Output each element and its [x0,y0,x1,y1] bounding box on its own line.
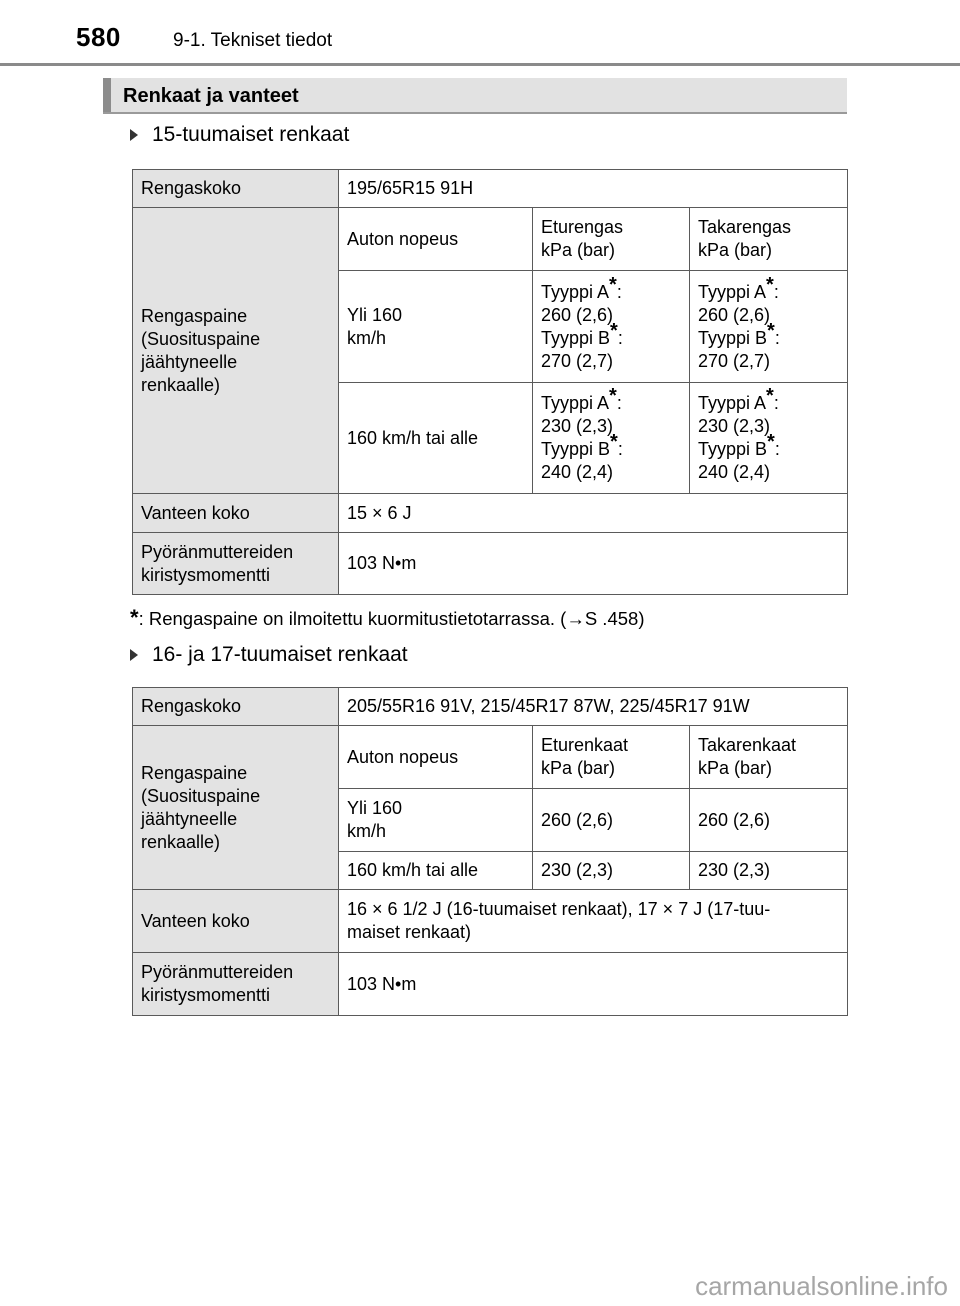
rear-col-line: Takarengas [698,217,792,237]
type-a-value: 260 (2,6) [541,304,614,325]
speed-cell [339,271,533,383]
subheading-16-17-text: 16- ja 17-tuumaiset renkaat [152,643,408,666]
table-row [133,688,848,726]
rim-size-value: 15 × 6 J [339,494,848,533]
subheading-15-text: 15-tuumaiset renkaat [152,123,350,146]
speed-line: km/h [347,821,387,841]
footnote-marker: * [767,431,775,453]
tire-size-value: 205/55R16 91V, 215/45R17 87W, 225/45R17 91W [339,688,848,726]
section-heading-bar [103,78,847,114]
speed-cell [339,852,533,890]
footnote-marker: * [610,319,618,342]
table-row [133,208,848,271]
pressure-label-line: Rengaspaine [141,305,248,326]
torque-label-line: Pyöränmuttereiden [141,541,294,562]
table-row [133,726,848,789]
speed-line: Yli 160 [347,798,403,818]
pressure-label-line: Rengaspaine [141,762,248,783]
torque-label-line: kiristysmomentti [141,985,271,1005]
table-row [133,953,848,1016]
type-b-label: Tyyppi B [698,439,768,459]
speed-line: 160 km/h tai alle [347,427,479,448]
table-row [133,890,848,953]
pressure-label-line: renkaalle) [141,374,221,395]
torque-label [133,953,339,1016]
front-col-line: Eturenkaat [541,735,629,755]
type-a-value: 260 (2,6) [698,304,771,325]
pressure-label-line: jäähtyneelle [141,808,238,829]
speed-line: 160 km/h tai alle [347,860,479,880]
type-a-label: Tyyppi A [541,281,610,302]
type-b-value: 270 (2,7) [541,350,614,371]
type-a-label: Tyyppi A [698,281,767,302]
front-col-line: kPa (bar) [541,758,616,778]
rear-pressure-cell: Tyyppi A*: 260 (2,6) Tyyppi B*: 270 (2,7) [690,271,848,383]
page-number: 580 [76,22,121,52]
front-pressure-cell: 230 (2,3) [533,852,690,890]
type-a-label: Tyyppi A [698,393,767,413]
type-b-label: Tyyppi B [541,327,611,348]
type-b-label: Tyyppi B [541,439,611,459]
footnote-page-ref: →S .458) [566,608,645,629]
rim-size-label: Vanteen koko [133,494,339,533]
speed-column-header: Auton nopeus [339,726,533,789]
torque-label [133,533,339,595]
rear-pressure-cell: 230 (2,3) [690,852,848,890]
rear-col-line: kPa (bar) [698,758,773,778]
type-a-value: 230 (2,3) [698,416,771,436]
torque-value: 103 N•m [339,533,848,595]
type-b-value: 240 (2,4) [698,462,771,482]
footnote-marker: * [767,319,775,342]
torque-label-line: kiristysmomentti [141,564,271,585]
tire-table-15 [132,169,848,595]
type-a-label: Tyyppi A [541,393,610,413]
rear-pressure-cell: Tyyppi A*: 230 (2,3) Tyyppi B*: 240 (2,4) [690,383,848,494]
footnote-marker: * [766,273,774,296]
speed-cell [339,789,533,852]
torque-value: 103 N•m [339,953,848,1016]
triangle-bullet-icon [130,649,138,661]
table-row [133,533,848,595]
footnote-marker: * [609,385,617,407]
subheading-15 [130,123,349,147]
type-a-value: 230 (2,3) [541,416,614,436]
front-column-header [533,208,690,271]
section-title: Renkaat ja vanteet [123,85,299,107]
footnote-asterisk: * [130,605,139,630]
chapter-title: 9-1. Tekniset tiedot [173,30,333,51]
front-column-header [533,726,690,789]
rear-pressure-cell: 260 (2,6) [690,789,848,852]
torque-label-line: Pyöränmuttereiden [141,962,294,982]
pressure-label-line: renkaalle) [141,831,221,852]
table-row [133,494,848,533]
footnote-text: : Rengaspaine on ilmoitettu kuormitustietotarrassa. ( [138,608,567,629]
type-b-label: Tyyppi B [698,327,768,348]
rim-size-value [339,890,848,953]
speed-line: Yli 160 [347,304,403,325]
watermark: carmanualsonline.info [695,1271,948,1301]
front-pressure-cell: Tyyppi A*: 260 (2,6) Tyyppi B*: 270 (2,7) [533,271,690,383]
speed-line: km/h [347,327,387,348]
rear-col-line: kPa (bar) [698,240,773,260]
front-pressure-cell: 260 (2,6) [533,789,690,852]
speed-column-header: Auton nopeus [339,208,533,271]
footnote-marker: * [609,273,617,296]
pressure-label-line: (Suosituspaine [141,328,261,349]
tire-size-label: Rengaskoko [133,688,339,726]
footnote-marker: * [766,385,774,407]
tire-size-value: 195/65R15 91H [339,170,848,208]
footnote [130,605,644,631]
tire-size-label: Rengaskoko [133,170,339,208]
table-row [133,170,848,208]
rim-value-line: 16 × 6 1/2 J (16-tuumaiset renkaat), 17 × 7 J (17-tuu- [347,899,771,919]
type-b-value: 270 (2,7) [698,350,771,371]
triangle-bullet-icon [130,129,138,141]
pressure-label-line: (Suosituspaine [141,785,261,806]
section-accent [103,78,111,112]
rear-col-line: Takarenkaat [698,735,797,755]
type-b-value: 240 (2,4) [541,462,614,482]
rear-column-header [690,726,848,789]
front-pressure-cell: Tyyppi A*: 230 (2,3) Tyyppi B*: 240 (2,4) [533,383,690,494]
speed-cell [339,383,533,494]
pressure-label [133,208,339,494]
pressure-label [133,726,339,890]
rear-column-header [690,208,848,271]
footnote-marker: * [610,431,618,453]
front-col-line: Eturengas [541,217,624,237]
pressure-label-line: jäähtyneelle [141,351,238,372]
rim-size-label: Vanteen koko [133,890,339,953]
subheading-16-17 [130,643,408,667]
front-col-line: kPa (bar) [541,240,616,260]
header-divider [0,63,960,66]
tire-table-16-17 [132,687,848,1016]
rim-value-line: maiset renkaat) [347,922,472,942]
